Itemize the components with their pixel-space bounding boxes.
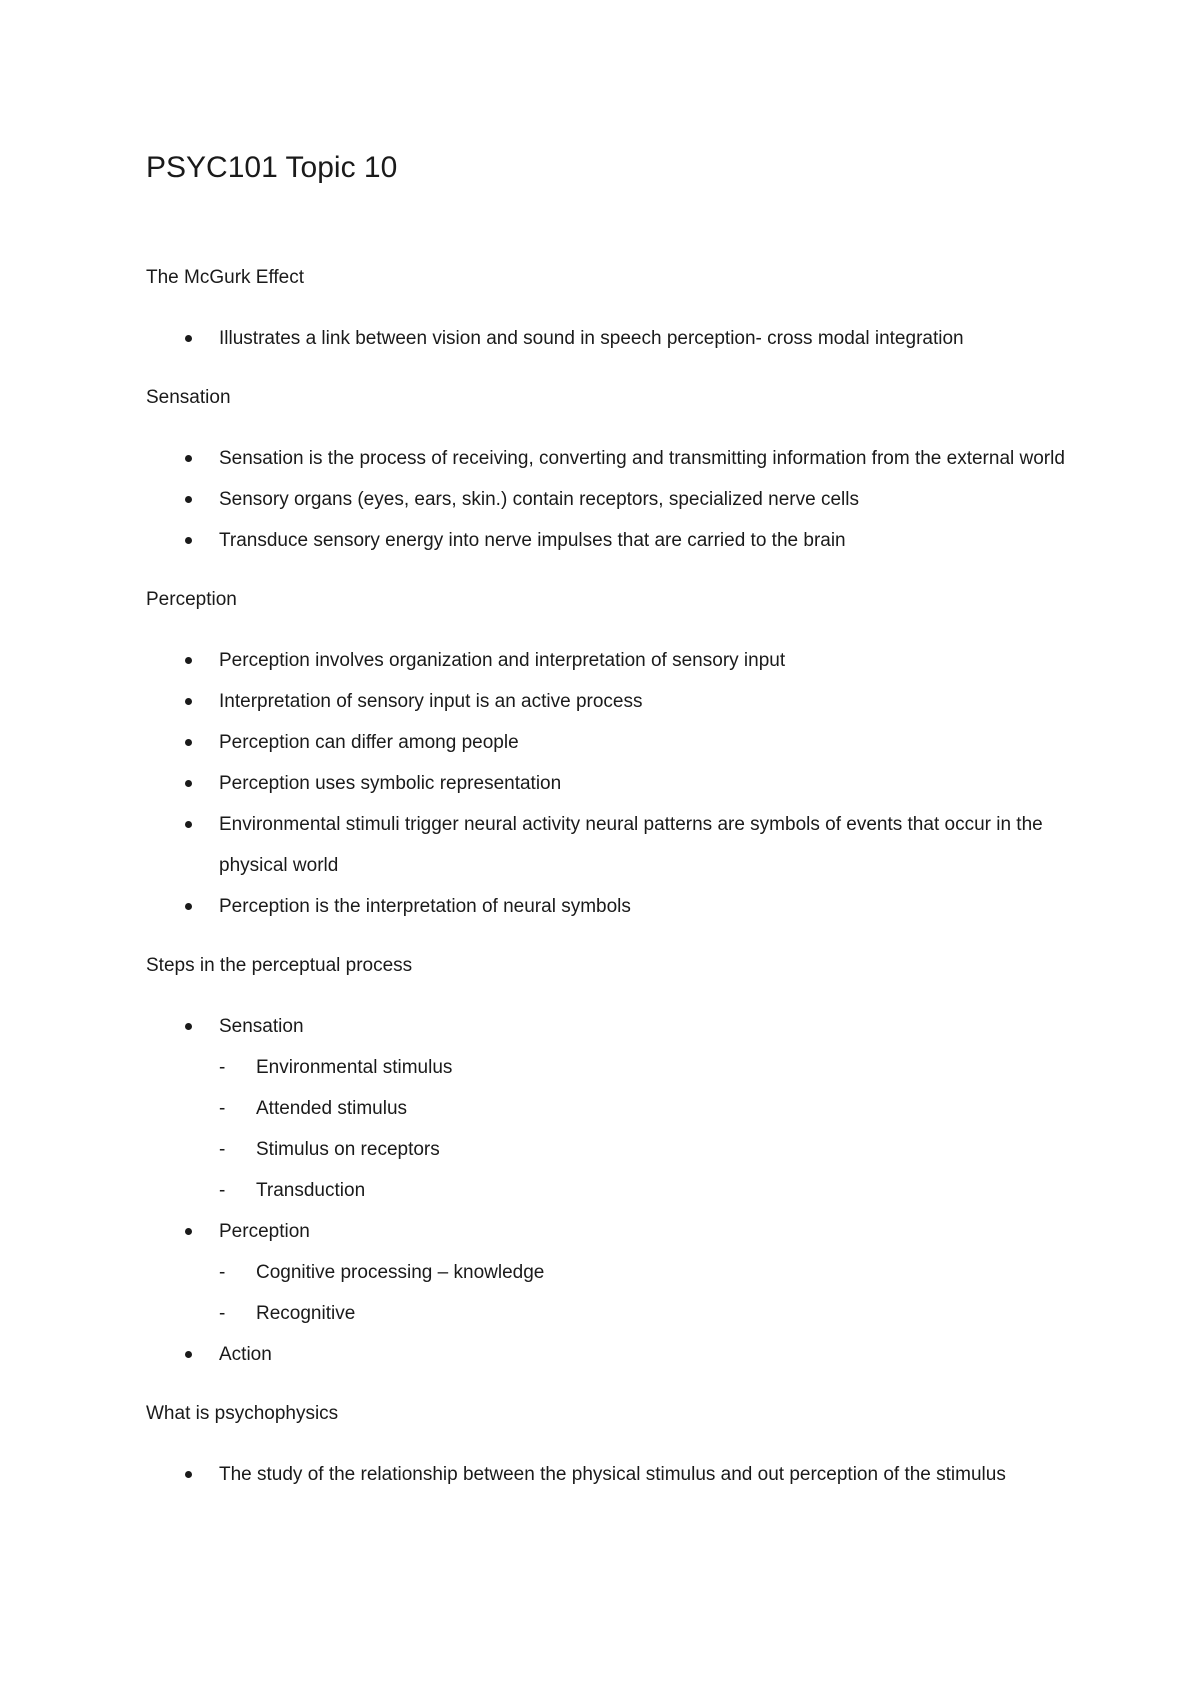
bullet-icon xyxy=(185,739,192,746)
section xyxy=(146,1397,1076,1495)
bullet-list xyxy=(146,318,1076,359)
bullet-list xyxy=(146,438,1076,561)
bullet-icon xyxy=(185,657,192,664)
bullet-item xyxy=(146,1454,1076,1495)
bullet-list xyxy=(146,1454,1076,1495)
bullet-icon xyxy=(185,496,192,503)
section xyxy=(146,583,1076,949)
bullet-item xyxy=(146,681,1076,722)
sub-item-text: Cognitive processing – knowledge xyxy=(256,1262,545,1283)
section-heading: What is psychophysics xyxy=(146,1403,339,1424)
bullet-text: The study of the relationship between the physical stimulus and out perception of the stimulus xyxy=(219,1464,1006,1485)
bullet-text: Sensation xyxy=(219,1016,304,1037)
sub-item-text: Environmental stimulus xyxy=(256,1057,453,1078)
bullet-text: Perception is the interpretation of neural symbols xyxy=(219,896,631,917)
section xyxy=(146,949,1076,1397)
bullet-text: Sensory organs (eyes, ears, skin.) contain receptors, specialized nerve cells xyxy=(219,489,859,510)
bullet-icon xyxy=(185,335,192,342)
bullet-icon xyxy=(185,1471,192,1478)
bullet-item xyxy=(146,438,1076,479)
sub-list xyxy=(219,1252,1076,1334)
bullet-text: Perception can differ among people xyxy=(219,732,519,753)
bullet-text: Perception involves organization and interpretation of sensory input xyxy=(219,650,786,671)
sub-item-text: Transduction xyxy=(256,1180,366,1201)
bullet-item xyxy=(146,886,1076,927)
bullet-item xyxy=(146,520,1076,561)
bullet-text: Transduce sensory energy into nerve impulses that are carried to the brain xyxy=(219,530,846,551)
sub-item-text: Recognitive xyxy=(256,1303,356,1324)
bullet-icon xyxy=(185,903,192,910)
sub-item xyxy=(146,1170,1076,1211)
bullet-icon xyxy=(185,1228,192,1235)
bullet-icon xyxy=(185,455,192,462)
bullet-text: Sensation is the process of receiving, converting and transmitting information from the external world xyxy=(219,448,1065,469)
bullet-icon xyxy=(185,537,192,544)
sub-item xyxy=(146,1129,1076,1170)
dash-icon: - xyxy=(219,1180,226,1201)
bullet-icon xyxy=(185,821,192,828)
sub-item-text: Stimulus on receptors xyxy=(256,1139,440,1160)
bullet-text: Interpretation of sensory input is an active process xyxy=(219,691,643,712)
dash-icon: - xyxy=(219,1262,226,1283)
bullet-text: Perception xyxy=(219,1221,310,1242)
bullet-icon xyxy=(185,1023,192,1030)
section-heading: The McGurk Effect xyxy=(146,267,305,288)
sub-item-text: Attended stimulus xyxy=(256,1098,408,1119)
dash-icon: - xyxy=(219,1098,226,1119)
bullet-item xyxy=(146,479,1076,520)
section-heading: Steps in the perceptual process xyxy=(146,955,413,976)
section xyxy=(146,261,1076,381)
bullet-list xyxy=(146,640,1076,927)
bullet-icon xyxy=(185,780,192,787)
section xyxy=(146,381,1076,583)
bullet-item xyxy=(146,804,1076,886)
bullet-text: Action xyxy=(219,1344,272,1365)
dash-icon: - xyxy=(219,1303,226,1324)
bullet-icon xyxy=(185,1351,192,1358)
document-title: PSYC101 Topic 10 xyxy=(146,151,398,184)
bullet-item xyxy=(146,640,1076,681)
sub-item xyxy=(146,1047,1076,1088)
bullet-item xyxy=(146,1334,1076,1375)
dash-icon: - xyxy=(219,1139,226,1160)
bullet-item xyxy=(146,722,1076,763)
bullet-item xyxy=(146,1006,1076,1211)
bullet-text: Perception uses symbolic representation xyxy=(219,773,562,794)
bullet-text: Illustrates a link between vision and sound in speech perception- cross modal integration xyxy=(219,328,964,349)
sub-item xyxy=(146,1088,1076,1129)
section-heading: Sensation xyxy=(146,387,231,408)
sub-item xyxy=(146,1293,1076,1334)
bullet-item xyxy=(146,1211,1076,1334)
dash-icon: - xyxy=(219,1057,226,1078)
bullet-icon xyxy=(185,698,192,705)
bullet-item xyxy=(146,763,1076,804)
bullet-list xyxy=(146,1006,1076,1375)
sub-item xyxy=(146,1252,1076,1293)
document-body xyxy=(146,261,1076,1495)
sub-list xyxy=(219,1047,1076,1211)
bullet-text: Environmental stimuli trigger neural activity neural patterns are symbols of events that occur in the physical world xyxy=(219,814,1043,876)
section-heading: Perception xyxy=(146,589,237,610)
bullet-item xyxy=(146,318,1076,359)
